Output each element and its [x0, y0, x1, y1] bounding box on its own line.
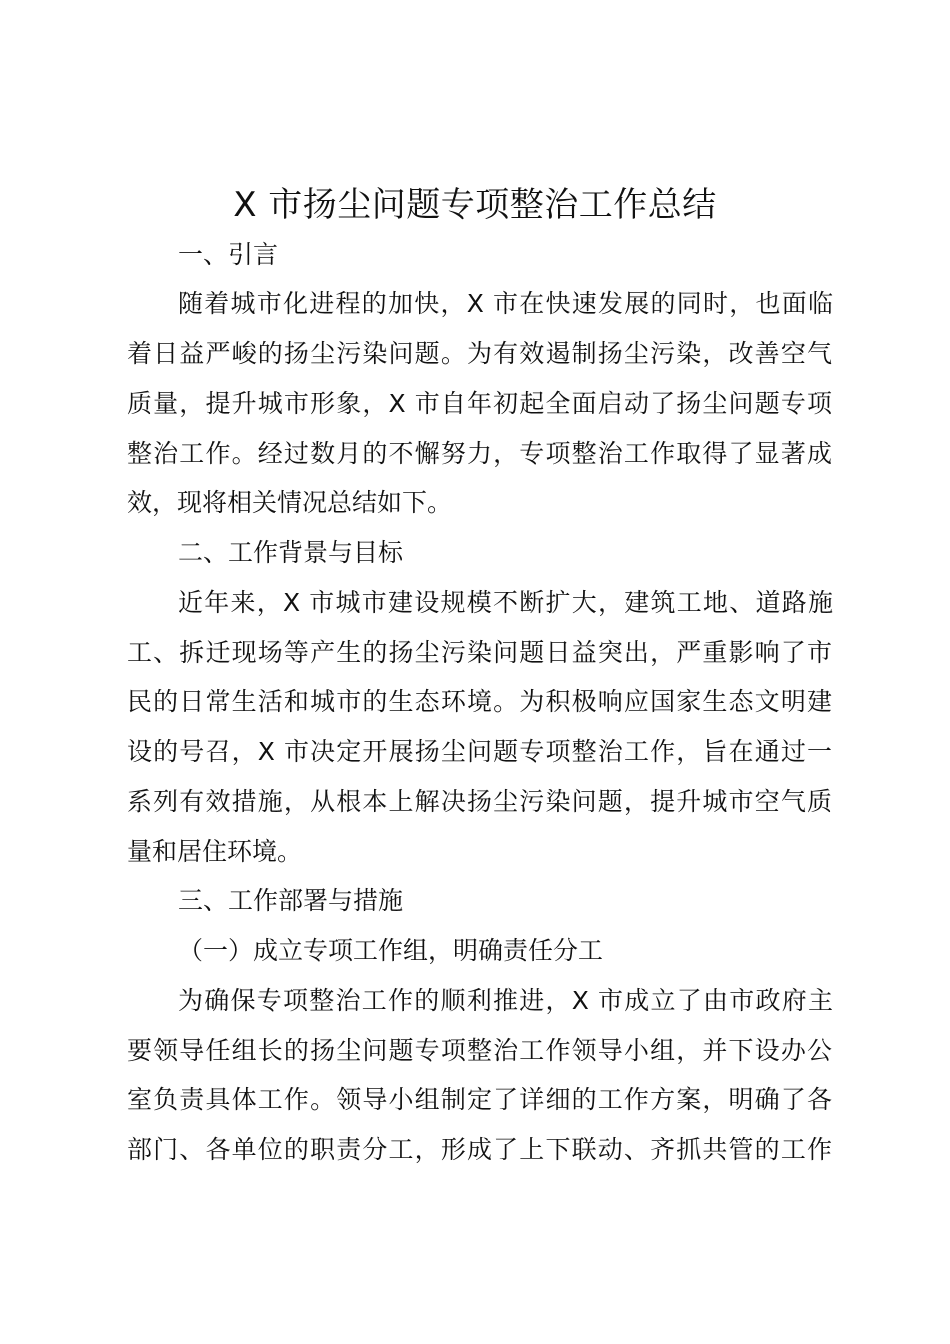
section-heading-intro: 一、引言: [178, 240, 279, 269]
document-title: X 市扬尘问题专项整治工作总结: [233, 185, 717, 225]
paragraph-line: 整治工作。经过数月的不懈努力，专项整治工作取得了显著成: [127, 439, 832, 468]
paragraph-line: 设的号召，X 市决定开展扬尘问题专项整治工作，旨在通过一: [127, 737, 832, 766]
section-heading-measures: 三、工作部署与措施: [178, 886, 404, 915]
paragraph-line: 近年来，X 市城市建设规模不断扩大，建筑工地、道路施: [178, 588, 833, 617]
paragraph-line: 要领导任组长的扬尘问题专项整治工作领导小组，并下设办公: [127, 1036, 832, 1065]
paragraph-line: 民的日常生活和城市的生态环境。为积极响应国家生态文明建: [127, 687, 832, 716]
paragraph-line: 室负责具体工作。领导小组制定了详细的工作方案，明确了各: [127, 1085, 832, 1114]
paragraph-line: 系列有效措施，从根本上解决扬尘污染问题，提升城市空气质: [127, 787, 832, 816]
paragraph-line: 工、拆迁现场等产生的扬尘污染问题日益突出，严重影响了市: [127, 638, 832, 667]
subsection-heading: （一）成立专项工作组，明确责任分工: [178, 936, 604, 965]
paragraph-line: 效，现将相关情况总结如下。: [127, 488, 453, 517]
paragraph-line: 着日益严峻的扬尘污染问题。为有效遏制扬尘污染，改善空气: [127, 339, 832, 368]
paragraph-line: 随着城市化进程的加快，X 市在快速发展的同时，也面临: [178, 289, 833, 318]
paragraph-line: 量和居住环境。: [127, 837, 303, 866]
section-heading-background: 二、工作背景与目标: [178, 538, 404, 567]
paragraph-line: 部门、各单位的职责分工，形成了上下联动、齐抓共管的工作: [127, 1135, 832, 1164]
paragraph-line: 质量，提升城市形象，X 市自年初起全面启动了扬尘问题专项: [127, 389, 832, 418]
paragraph-line: 为确保专项整治工作的顺利推进，X 市成立了由市政府主: [178, 986, 833, 1015]
